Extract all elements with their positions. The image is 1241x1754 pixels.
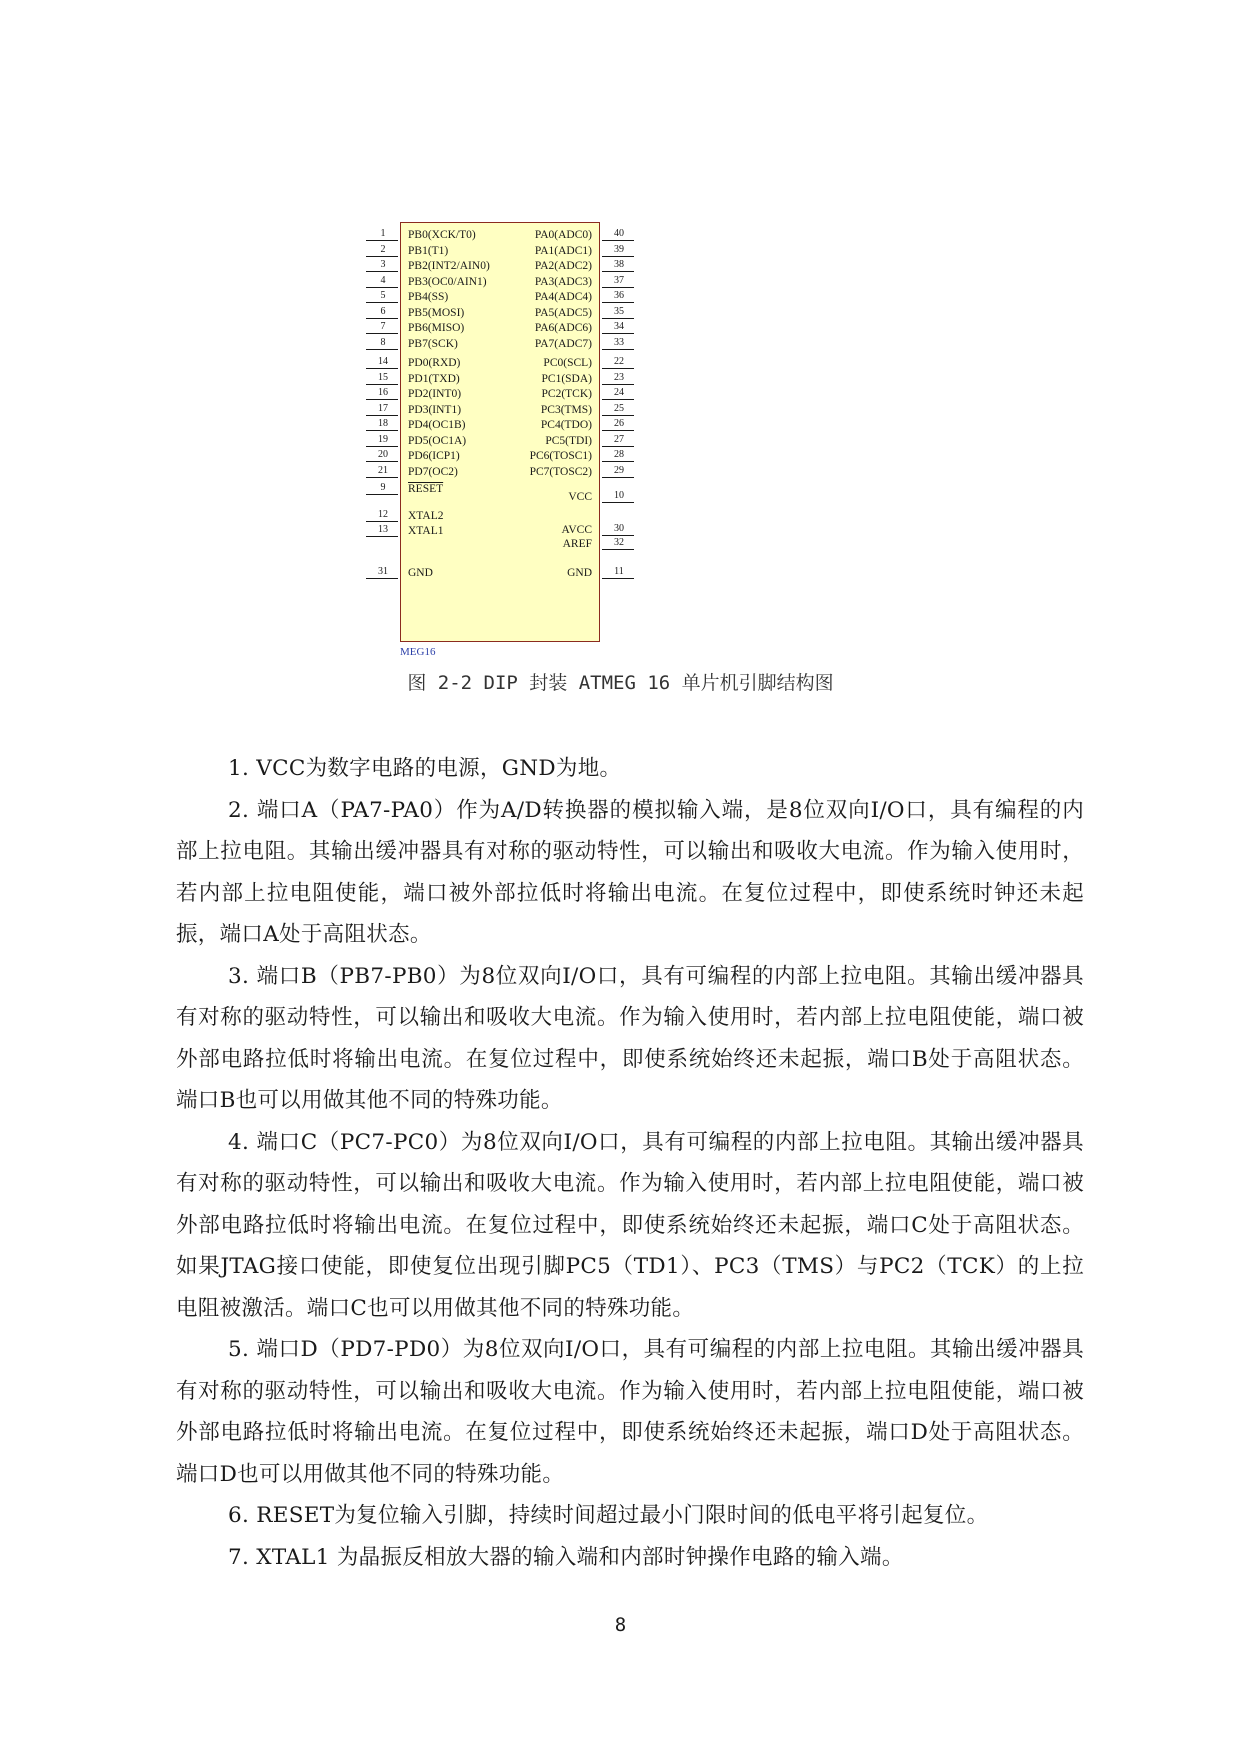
pin-right-29 — [360, 464, 690, 481]
pin-label: PC3(TMS) — [540, 403, 592, 416]
pin-label: PC7(TOSC2) — [529, 465, 592, 478]
paragraph-5: 5. 端口D（PD7-PD0）为8位双向I/O口，具有可编程的内部上拉电阻。其输出缓冲器具有对称的驱动特性，可以输出和吸收大电流。作为输入使用时，若内部上拉电阻使能，端口被外部电路拉低时将输出电流。在复位过程中，即使系统始终还未起振，端口D处于高阻状态。端口D也可以用做其他不同的特殊功能。 — [176, 1337, 1084, 1487]
pin-number: 20 — [378, 449, 388, 460]
pin-number: 3 — [380, 259, 386, 270]
pin-label: PD0(RXD) — [408, 357, 461, 369]
pin-label: XTAL1 — [408, 525, 444, 537]
pin-lead — [602, 415, 634, 416]
pin-right-34 — [360, 323, 690, 337]
pin-left-12 — [360, 511, 690, 525]
pin-label: PD2(INT0) — [408, 388, 462, 400]
pin-number: 7 — [380, 321, 386, 332]
pin-number: 2 — [380, 243, 386, 255]
pin-label: PA5(ADC5) — [534, 306, 592, 319]
pin-number: 17 — [378, 402, 388, 414]
pin-label: RESET — [408, 483, 444, 495]
pin-label: PA3(ADC3) — [534, 275, 592, 288]
pin-number: 29 — [614, 464, 624, 476]
pin-right-27 — [360, 433, 690, 450]
pin-lead — [602, 549, 634, 550]
pin-lead — [602, 477, 634, 478]
pin-number: 5 — [380, 290, 386, 301]
pin-lead — [602, 287, 634, 288]
pin-number: 39 — [614, 243, 624, 255]
pin-label: GND — [408, 567, 433, 579]
paragraph-7: 7. XTAL1 为晶振反相放大器的输入端和内部时钟操作电路的输入端。 — [228, 1544, 904, 1570]
pin-lead — [602, 446, 634, 447]
pin-right-26 — [360, 420, 690, 434]
paragraph-3: 3. 端口B（PB7-PB0）为8位双向I/O口，具有可编程的内部上拉电阻。其输出缓冲器具有对称的驱动特性，可以输出和吸收大电流。作为输入使用时，若内部上拉电阻使能，端口被外部电路拉低时将输出电流。在复位过程中，即使系统始终还未起振，端口B处于高阻状态。端口B也可以用做其他不同的特殊功能。 — [176, 963, 1084, 1113]
pin-number: 14 — [378, 356, 388, 367]
pin-number: 15 — [378, 371, 388, 383]
pin-label: PC6(TOSC1) — [529, 450, 592, 462]
pin-right-24 — [360, 389, 690, 403]
pin-right-11 — [360, 568, 690, 582]
pin-label: GND — [567, 567, 592, 579]
pin-right-28 — [360, 451, 690, 465]
chip-name-label: MEG16 — [400, 646, 436, 658]
pin-number: 33 — [614, 336, 624, 348]
pin-right-25 — [360, 402, 690, 419]
pin-number: 37 — [614, 274, 624, 286]
pin-lead — [602, 430, 634, 431]
paragraph-1: 1. VCC为数字电路的电源，GND为地。 — [228, 756, 622, 781]
pin-right-30 — [360, 525, 690, 539]
paragraph-4: 4. 端口C（PC7-PC0）为8位双向I/O口，具有可编程的内部上拉电阻。其输出缓冲器具有对称的驱动特性，可以输出和吸收大电流。作为输入使用时，若内部上拉电阻使能，端口被外部电路拉低时将输出电流。在复位过程中，即使系统始终还未起振，端口C处于高阻状态。如果JTAG接口使能，即使复位出现引脚PC5（TD1）、PC3（TMS）与PC2（TCK）的上拉电阻被激活。端口C也可以用做其他不同的特殊功能。 — [176, 1129, 1084, 1321]
pin-number: 21 — [378, 464, 388, 476]
pin-number: 12 — [378, 509, 388, 520]
pin-lead — [602, 349, 634, 350]
pin-label: PD3(INT1) — [408, 403, 462, 416]
pin-label: PD5(OC1A) — [408, 434, 467, 447]
pin-label: XTAL2 — [408, 510, 444, 522]
pin-number: 35 — [614, 305, 624, 317]
pin-label: PB1(T1) — [408, 244, 449, 257]
paragraph-2: 2. 端口A（PA7-PA0）作为A/D转换器的模拟输入端，是8位双向I/O口，具有编程的内部上拉电阻。其输出缓冲器具有对称的驱动特性，可以输出和吸收大电流。作为输入使用时，若内部上拉电阻使能，端口被外部拉低时将输出电流。在复位过程中，即使系统时钟还未起振，端口A处于高阻状态。 — [176, 797, 1084, 947]
pin-lead — [602, 240, 634, 241]
pin-number: 1 — [380, 228, 386, 239]
pin-number: 18 — [378, 418, 388, 429]
pin-lead — [602, 256, 634, 257]
pin-number: 11 — [614, 566, 624, 577]
pin-lead — [602, 578, 634, 579]
pin-label: PA6(ADC6) — [534, 322, 592, 334]
pin-number: 30 — [614, 523, 624, 534]
pin-label: PB2(INT2/AIN0) — [408, 260, 490, 272]
pin-number: 34 — [614, 321, 624, 332]
pin-number: 32 — [614, 537, 624, 548]
pin-lead — [602, 502, 634, 503]
pin-number: 25 — [614, 402, 624, 414]
pin-number: 31 — [378, 566, 388, 577]
pin-number: 22 — [614, 356, 624, 367]
pin-right-39 — [360, 243, 690, 260]
pin-label: PB7(SCK) — [408, 337, 458, 350]
pin-number: 9 — [380, 482, 386, 493]
pin-lead — [602, 461, 634, 462]
pin-label: AREF — [562, 538, 592, 550]
pin-label: PC4(TDO) — [540, 419, 592, 431]
pin-label: PB5(MOSI) — [408, 306, 465, 319]
pin-label: PC0(SCL) — [543, 357, 592, 369]
pin-right-22 — [360, 358, 690, 372]
pin-label: PA4(ADC4) — [534, 291, 592, 303]
pin-number: 36 — [614, 290, 624, 301]
pin-label: PA1(ADC1) — [534, 244, 592, 257]
pin-label: AVCC — [561, 524, 592, 536]
pin-right-10 — [360, 492, 690, 506]
pin-right-33 — [360, 336, 690, 353]
pin-right-32 — [360, 539, 690, 553]
pin-right-36 — [360, 292, 690, 306]
pin-lead — [602, 399, 634, 400]
pin-lead — [602, 271, 634, 272]
pin-number: 38 — [614, 259, 624, 270]
body-text — [176, 748, 1084, 1578]
pin-lead — [602, 535, 634, 536]
pin-number: 16 — [378, 387, 388, 398]
pin-right-40 — [360, 230, 690, 244]
pin-label: PA0(ADC0) — [534, 229, 592, 241]
pin-number: 4 — [380, 274, 386, 286]
paragraph-6: 6. RESET为复位输入引脚，持续时间超过最小门限时间的低电平将引起复位。 — [228, 1503, 989, 1528]
chip-pinout-diagram — [360, 222, 690, 662]
pin-lead — [602, 333, 634, 334]
pin-label: PC1(SDA) — [541, 372, 592, 385]
pin-right-38 — [360, 261, 690, 275]
pin-label: PB3(OC0/AIN1) — [408, 275, 487, 288]
pin-lead — [602, 302, 634, 303]
pin-right-23 — [360, 371, 690, 388]
pin-number: 24 — [614, 387, 624, 398]
pin-label: PC2(TCK) — [541, 388, 592, 400]
pin-number: 26 — [614, 418, 624, 429]
pin-right-35 — [360, 305, 690, 322]
pin-number: 23 — [614, 371, 624, 383]
pin-label: PA7(ADC7) — [534, 337, 592, 350]
pin-label: PD6(ICP1) — [408, 450, 460, 462]
pin-label: PD1(TXD) — [408, 372, 460, 385]
pin-label: PA2(ADC2) — [534, 260, 592, 272]
page-number: 8 — [614, 1614, 627, 1636]
pin-number: 19 — [378, 433, 388, 445]
pin-number: 8 — [380, 336, 386, 348]
pin-label: PD4(OC1B) — [408, 419, 466, 431]
pin-label: PB4(SS) — [408, 291, 449, 303]
figure-caption: 图 2-2 DIP 封装 ATMEG 16 单片机引脚结构图 — [407, 672, 834, 694]
pin-lead — [366, 521, 398, 522]
pin-number: 6 — [380, 305, 386, 317]
pin-label: PB0(XCK/T0) — [408, 229, 476, 241]
pin-number: 13 — [378, 524, 388, 535]
pin-lead — [602, 318, 634, 319]
pin-label: PC5(TDI) — [545, 434, 592, 447]
pin-right-37 — [360, 274, 690, 291]
pin-number: 28 — [614, 449, 624, 460]
pin-number: 27 — [614, 433, 624, 445]
pin-lead — [602, 368, 634, 369]
pin-label: VCC — [568, 491, 592, 503]
pin-number: 10 — [614, 490, 624, 501]
pin-label: PB6(MISO) — [408, 322, 465, 334]
pin-lead — [602, 384, 634, 385]
pin-number: 40 — [614, 228, 624, 239]
pin-label: PD7(OC2) — [408, 465, 458, 478]
